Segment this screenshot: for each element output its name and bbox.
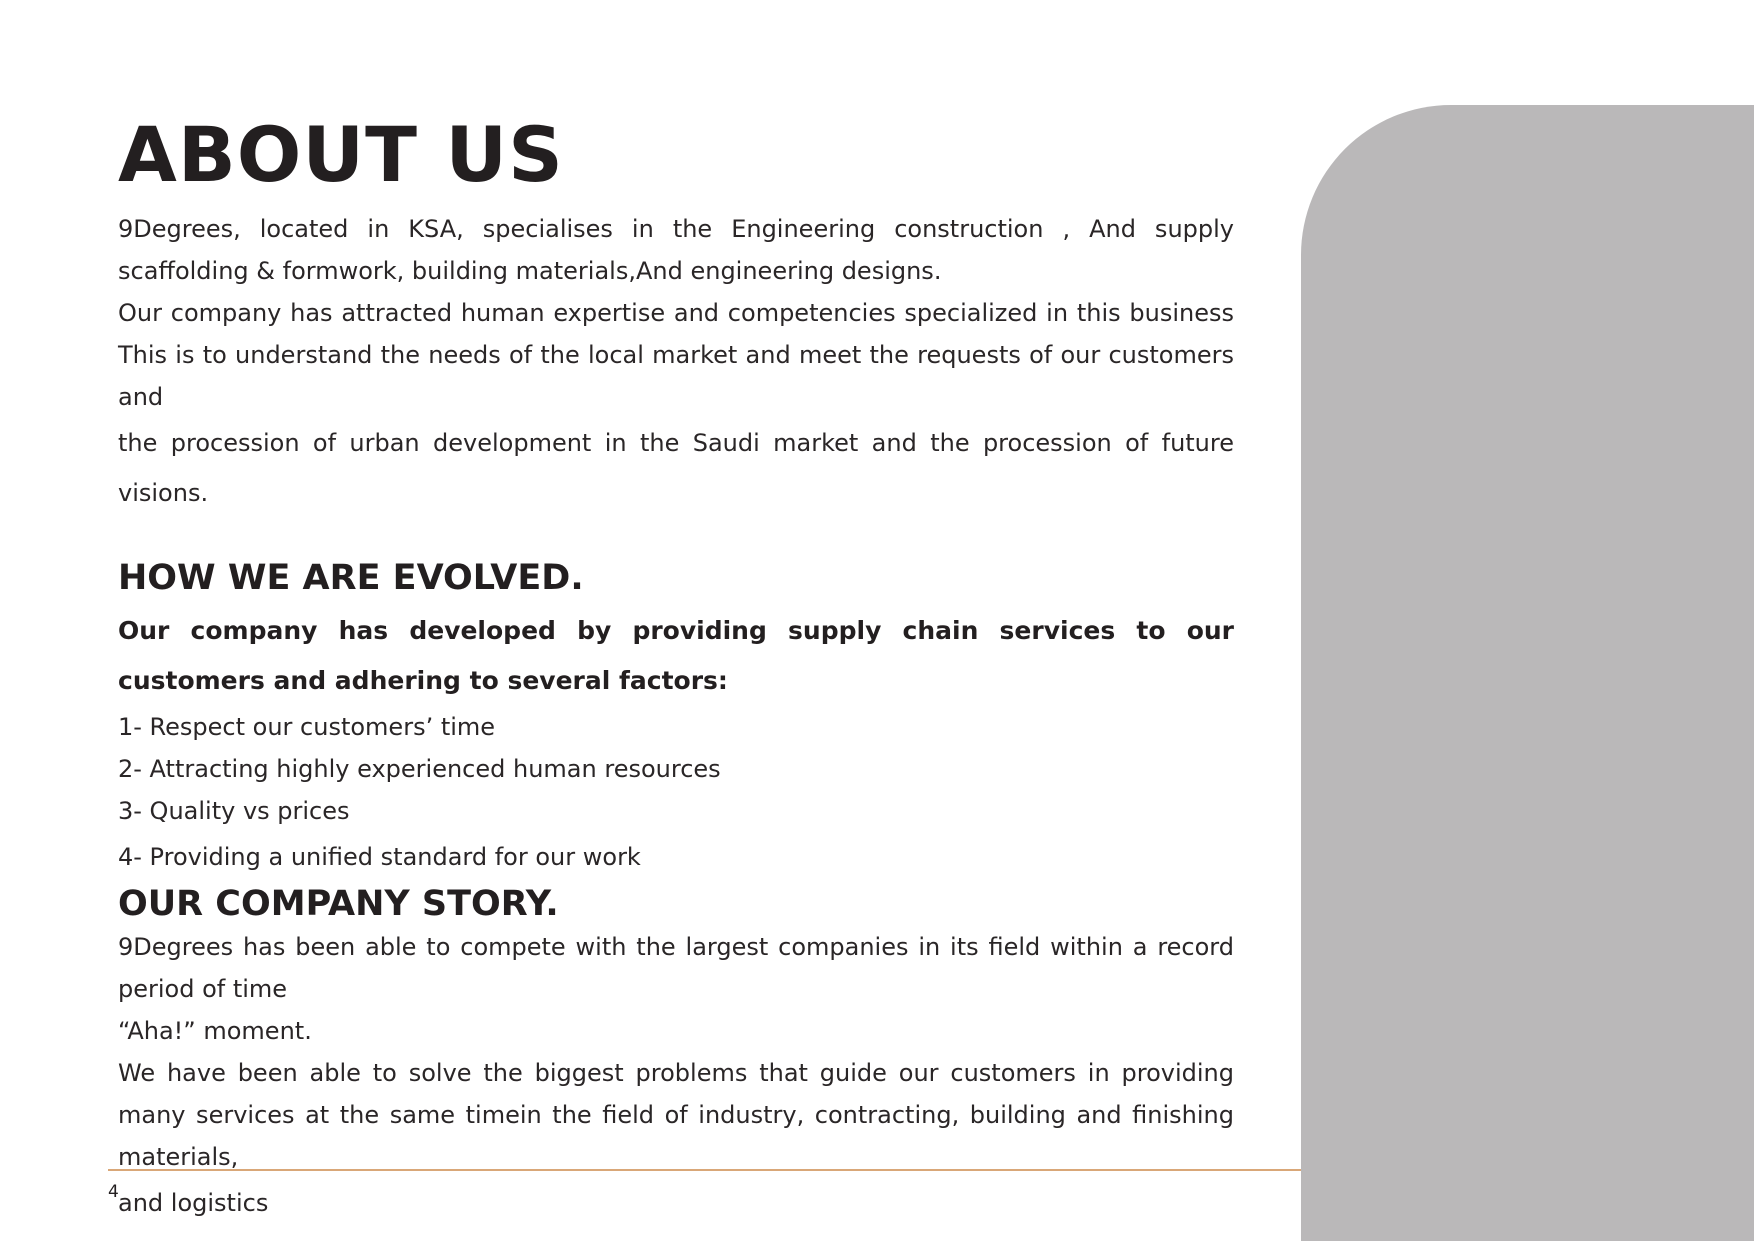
intro-paragraph-1: 9Degrees, located in KSA, specialises in the Engineering construction , And supply scaffolding & formwork, building materials,And engineering designs.	[118, 215, 1234, 285]
page-title: ABOUT US	[118, 110, 564, 199]
intro-paragraph-3: the procession of urban development in the Saudi market and the procession of future visions.	[118, 429, 1234, 507]
story-paragraph-1: 9Degrees has been able to compete with the largest companies in its field within a record period of time	[118, 933, 1234, 1003]
story-section	[118, 882, 1234, 1228]
list-item: 1- Respect our customers’ time	[118, 713, 496, 741]
intro-paragraph-2: Our company has attracted human expertise and competencies specialized in this business This is to understand the needs of the local market and meet the requests of our customers and	[118, 299, 1234, 411]
list-item: 4- Providing a unified standard for our work	[118, 843, 641, 871]
about-us-content	[118, 110, 1234, 1228]
list-item: 2- Attracting highly experienced human resources	[118, 755, 721, 783]
story-heading: OUR COMPANY STORY.	[118, 884, 559, 924]
evolved-section	[118, 554, 1234, 882]
story-paragraph-2: “Aha!” moment.	[118, 1017, 312, 1045]
footer-divider	[108, 1169, 1301, 1171]
evolved-heading: HOW WE ARE EVOLVED.	[118, 558, 584, 598]
factor-list	[118, 706, 1234, 882]
list-item: 3- Quality vs prices	[118, 797, 350, 825]
intro-section	[118, 208, 1234, 518]
story-paragraph-4: and logistics	[118, 1189, 269, 1217]
page-number: 4	[108, 1182, 119, 1202]
story-paragraph-3: We have been able to solve the biggest problems that guide our customers in providing many services at the same timein the field of industry, contracting, building and finishing materials,	[118, 1059, 1234, 1171]
evolved-lead: Our company has developed by providing supply chain services to our customers and adhering to several factors:	[118, 616, 1234, 695]
decorative-side-panel	[1301, 105, 1754, 1241]
